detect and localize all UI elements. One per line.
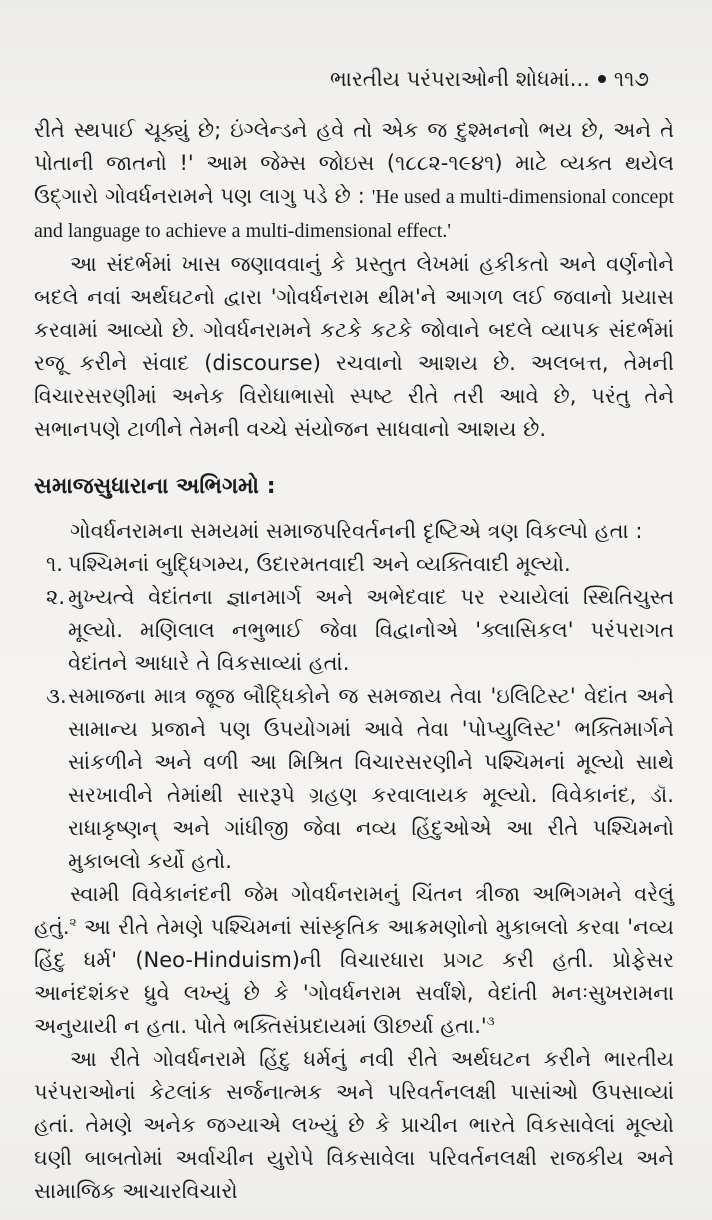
list-text: સમાજના માત્ર જૂજ બૌદ્ધિકોને જ સમજાય તેવા 'ઇલિટિસ્ટ' વેદાંત અને સામાન્ય પ્રજાને પણ ઉપયોગમાં આવે તેવા 'પોપ્યુલિસ્ટ' ભક્તિમાર્ગને સાંકળીને અને વળી આ મિશ્રિત વિચારસરણીને પશ્ચિમનાં મૂલ્યો સાથે સરખાવીને તેમાંથી સારરૂપે ગ્રહણ કરવાલાયક મૂલ્યો. વિવેકાનંદ, ડૉ. રાધાકૃષ્ણન્ અને ગાંધીજી જેવા નવ્ય હિંદુઓએ આ રીતે પશ્ચિમનો મુકાબલો કર્યો હતો. [68,684,674,873]
list-item [34,581,674,680]
header-title: ભારતીય પરંપરાઓની શોધમાં... [330,67,590,91]
paragraph-1 [34,114,674,248]
paragraph-3 [34,878,674,1043]
list-text: મુખ્યત્વે વેદાંતના જ્ઞાનમાર્ગ અને અભેદવાદ પર રચાયેલાં સ્થિતિચુસ્ત મૂલ્યો. મણિલાલ નભુભાઈ જેવા વિદ્વાનોએ 'ક્લાસિકલ' પરંપરાગત વેદાંતને આધારે તે વિકસાવ્યાં હતાં. [68,585,674,675]
section-intro: ગોવર્ધનરામના સમયમાં સમાજપરિવર્તનની દૃષ્ટિએ ત્રણ વિકલ્પો હતા : [70,519,643,543]
paragraph-4: આ રીતે ગોવર્ધનરામે હિંદુ ધર્મનું નવી રીતે અર્થઘટન કરીને ભારતીય પરંપરાઓનાં કેટલાંક સર્જનાત્મક અને પરિવર્તનલક્ષી પાસાંઓ ઉપસાવ્યાં હતાં. તેમણે અનેક જગ્યાએ લખ્યું છે કે પ્રાચીન ભારતે વિકસાવેલાં મૂલ્યો ઘણી બાબતોમાં અર્વાચીન યુરોપે વિકસાવેલા પરિવર્તનલક્ષી રાજકીય અને સામાજિક આચારવિચારો [34,1047,674,1203]
bullet-dot-icon [598,75,606,83]
paragraph-3-text: સ્વામી વિવેકાનંદની જેમ ગોવર્ધનરામનું ચિંતન ત્રીજા અભિગમને વરેલું હતું. [34,882,674,939]
footnote-marker: ૨ [69,915,77,929]
paragraph-3-continued: આ રીતે તેમણે પશ્ચિમનાં સાંસ્કૃતિક આક્રમણોનો મુકાબલો કરવા 'નવ્ય હિંદુ ધર્મ' (Neo-Hinduism)ની વિચારધારા પ્રગટ કરી હતી. પ્રોફેસર આનંદશંકર ધ્રુવે લખ્યું છે કે 'ગોવર્ધનરામ સર્વાંશે, વેદાંતી મનઃસુખરામના અનુયાયી ન હતા. પોતે ભક્તિસંપ્રદાયમાં ઊછર્યા હતા.' [34,915,674,1038]
options-list [34,548,674,878]
list-item [34,548,674,581]
list-text: પશ્ચિમનાં બુદ્ધિગમ્ય, ઉદારમતવાદી અને વ્યક્તિવાદી મૂલ્યો. [68,552,571,576]
list-number: ૩. [46,684,67,708]
section-heading: સમાજસુધારાના અભિગમો : [34,474,276,499]
paragraph-1-gujarati: રીતે સ્થપાઈ ચૂક્યું છે; ઇંગ્લેન્ડને હવે તો એક જ દુશ્મનનો ભય છે, અને તે પોતાની જાતનો !' આમ જેમ્સ જોઇસ (૧૮૮૨-૧૯૪૧) માટે વ્યક્ત થયેલ ઉદ્ગારો ગોવર્ધનરામને પણ લાગુ પડે છે : [34,118,674,208]
list-number: ૧. [46,552,63,576]
page-body [34,114,674,1208]
running-header [330,66,670,92]
english-quote: 'He used a multi-dimensional concept and language to achieve a multi-dimensional effect.' [34,186,674,242]
page-number: ૧૧૭ [613,67,649,91]
list-item [34,680,674,878]
paragraph-2: આ સંદર્ભમાં ખાસ જણાવવાનું કે પ્રસ્તુત લેખમાં હકીકતો અને વર્ણનોને બદલે નવાં અર્થઘટનો દ્વારા 'ગોવર્ધનરામ થીમ'ને આગળ લઈ જવાનો પ્રયાસ કરવામાં આવ્યો છે. ગોવર્ધનરામને કટકે કટકે જોવાને બદલે વ્યાપક સંદર્ભમાં રજૂ કરીને સંવાદ (discourse) રચવાનો આશય છે. અલબત્ત, તેમની વિચારસરણીમાં અનેક વિરોધાભાસો સ્પષ્ટ રીતે તરી આવે છે, પરંતુ તેને સભાનપણે ટાળીને તેમની વચ્ચે સંયોજન સાધવાનો આશય છે. [34,252,674,441]
footnote-marker: ૩ [486,1014,495,1028]
list-number: ૨. [46,585,66,609]
